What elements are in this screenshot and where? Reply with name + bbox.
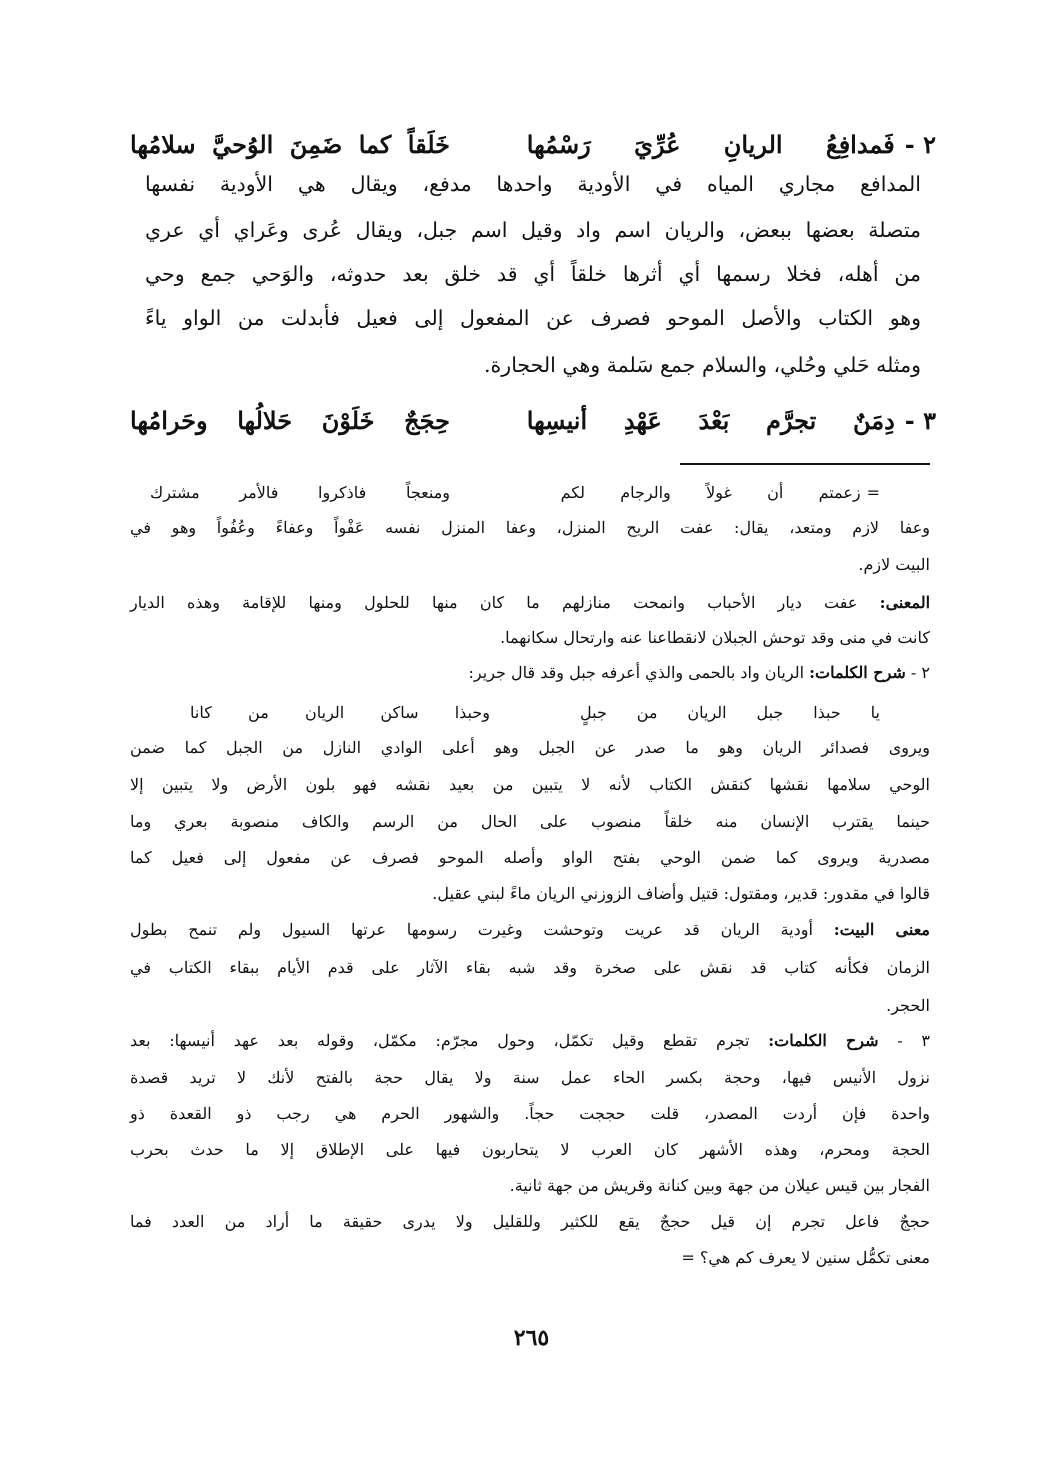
footnote-line: حججٌ فاعل تجرم إن قيل حججٌ يقع للكثير وللقليل ولا يدرى حقيقة ما أراد من العدد فما <box>130 1212 930 1231</box>
verse-3 <box>130 400 936 440</box>
footnote-line: الحجر. <box>886 996 930 1015</box>
footnote-line: نزول الأنيس فيها، وحجة بكسر الحاء عمل سنة ولا يقال حجة بالفتح لأنك لا تريد قصدة <box>130 1068 930 1087</box>
verse-second-hemistich: وحبذا ساكن الريان من كانا <box>190 702 490 722</box>
footnote-line: مصدرية ويروى كما ضمن الوحي بفتح الواو وأصله الموحو فصرف عن مفعول إلى فعيل كما <box>130 848 930 867</box>
footnote-meaning-2 <box>130 920 930 939</box>
footnote-line: حينما يقترب الإنسان منه خلقاً منصوب على الحال من الرسم والكاف منصوبة بعري وما <box>130 812 930 831</box>
footnote-label: شرح الكلمات: <box>809 663 906 682</box>
verse-first-hemistich: فَمدافِعُ الريانِ عُرِّيَ رَسْمُها <box>526 129 895 159</box>
continuation-mark: = <box>866 482 880 502</box>
footnote-label: شرح الكلمات: <box>768 1031 879 1050</box>
explanation-line: وهو الكتاب والأصل الموحو فصرف عن المفعول إلى فعيل فأبدلت من الواو ياءً <box>145 306 921 330</box>
verse-number: ٣ - <box>904 405 936 435</box>
footnote-line: الوحي سلامها نقشها كنقش الكتاب لأنه لا يتبين من بعيد نقشه فهو بلون الأرض ولا يتبين إلا <box>130 775 930 794</box>
verse-first-hemistich: يا حبذا جبل الريان من جبلٍ <box>580 702 880 722</box>
verse-first-hemistich: دِمَنٌ تجرَّم بَعْدَ عَهْدِ أنيسِها <box>526 405 895 435</box>
footnote-text: أودية الريان قد عريت وتوحشت وغيرت رسومها عرتها السيول ولم تنمح بطول <box>130 920 813 939</box>
verse-second-hemistich: حِجَجٌ خَلَوْنَ حَلالُها وحَرامُها <box>130 405 450 435</box>
verse-second-hemistich: خَلَقاً كما ضَمِنَ الوُحيَّ سلامُها <box>130 129 450 159</box>
explanation-line: ومثله حَلي وحُلي، والسلام جمع سَلمة وهي الحجارة. <box>484 353 921 377</box>
footnote-line: وعفا لازم ومتعد، يقال: عفت الريح المنزل، وعفا المنزل نفسه عَفْواً وعفاءً وعُفُواً وهو في <box>130 518 930 537</box>
footnote-quoted-verse <box>190 698 880 726</box>
explanation-line: المدافع مجاري المياه في الأودية واحدها مدفع، ويقال هي الأودية نفسها <box>145 172 921 196</box>
footnote-text: تجرم تقطع وقيل تكمّل، وحول مجرّم: مكمّل، وقوله بعد عهد أنيسها: بعد <box>130 1031 750 1050</box>
footnote-divider <box>680 463 930 465</box>
footnote-continued-verse <box>150 478 880 506</box>
footnote-line: الفجار بين قيس عيلان من جهة وبين كنانة وقريش من جهة ثانية. <box>509 1176 930 1195</box>
footnote-line: قالوا في مقدور: قدير، ومقتول: قتيل وأضاف الزوزني الريان ماءً لبني عقيل. <box>432 884 930 903</box>
verse-first-hemistich: زعمتم أن غولاً والرجام لكم <box>560 482 861 502</box>
footnote-text: عفت ديار الأحباب وانمحت منازلهم ما كان منها للحلول ومنها للإقامة وهذه الديار <box>130 593 858 612</box>
footnote-meaning-1 <box>130 593 930 612</box>
footnote-line: الحجة ومحرم، وهذه الأشهر كان العرب لا يتحاربون فيها على الإطلاق إلا ما حدث بحرب <box>130 1140 930 1159</box>
footnote-line: معنى تكمُّل سنين لا يعرف كم هي؟ = <box>681 1248 930 1267</box>
footnote-label: معنى البيت: <box>833 920 931 939</box>
footnote-line: كانت في منى وقد توحش الجبلان لانقطاعنا عنه وارتحال سكانهما. <box>500 628 930 647</box>
verse-second-hemistich: ومنعجاً فاذكروا فالأمر مشترك <box>150 482 450 502</box>
footnote-2-header <box>130 663 930 682</box>
footnote-number: ٣ - <box>897 1031 931 1050</box>
verse-number: ٢ - <box>904 129 936 159</box>
footnote-line: واحدة فإن أردت المصدر، قلت حججت حجاً. والشهور الحرم هي رجب ذو القعدة ذو <box>130 1104 930 1123</box>
explanation-line: من أهله، فخلا رسمها أي أثرها خلقاً أي قد خلق بعد حدوثه، والوَحي جمع وحي <box>145 262 921 286</box>
footnote-line: الزمان فكأنه كتاب قد نقش على صخرة وقد شبه بقاء الآثار على قدم الأيام ببقاء الكتاب في <box>130 958 930 977</box>
footnote-line: ويروى فصدائر الريان وهو ما صدر عن الجبل وهو أعلى الوادي النازل من الجبل كما ضمن <box>130 738 930 757</box>
footnote-label: المعنى: <box>879 593 931 612</box>
footnote-text: الريان واد بالحمى والذي أعرفه جبل وقد قال جرير: <box>468 663 805 682</box>
verse-2 <box>130 124 936 164</box>
page-number: ٢٦٥ <box>513 1325 550 1351</box>
footnote-line: البيت لازم. <box>858 555 930 574</box>
explanation-line: متصلة بعضها ببعض، والريان اسم واد وقيل اسم جبل، ويقال عُرى وعَراي أي عري <box>145 218 921 242</box>
footnote-3-header <box>130 1031 930 1050</box>
footnote-number: ٢ - <box>910 663 930 682</box>
